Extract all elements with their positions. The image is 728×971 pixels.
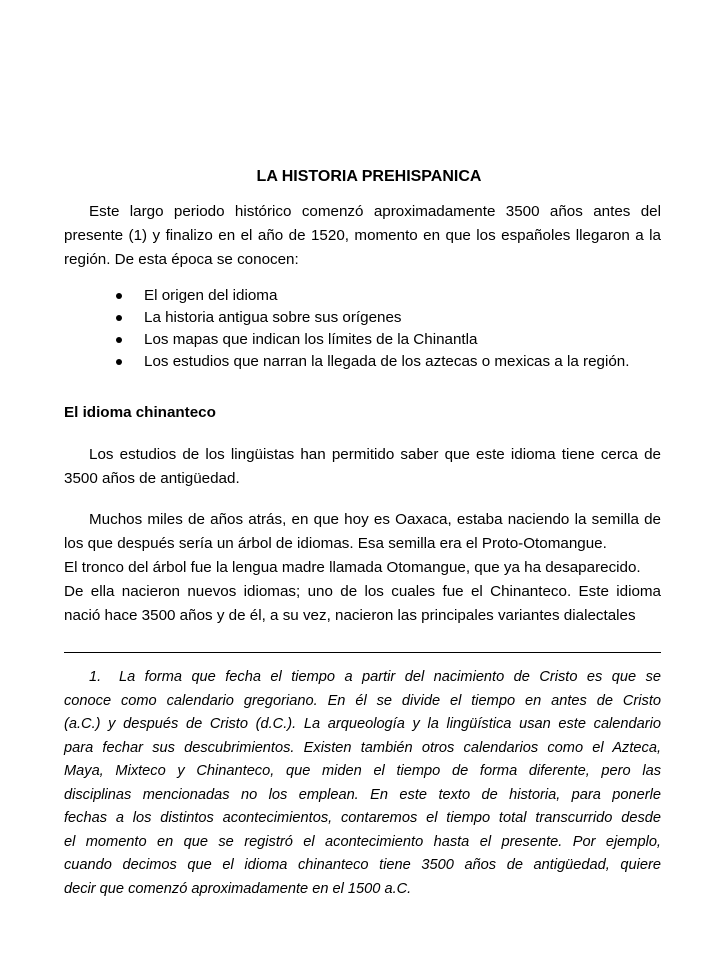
bullet-icon bbox=[116, 359, 122, 365]
footnote bbox=[64, 666, 661, 901]
page-title: LA HISTORIA PREHISPANICA bbox=[256, 168, 482, 185]
bullet-list bbox=[112, 285, 629, 373]
footnote-divider bbox=[64, 652, 661, 653]
bullet-icon bbox=[116, 315, 122, 321]
section-heading: El idioma chinanteco bbox=[64, 404, 216, 421]
paragraph-line: El tronco del árbol fue la lengua madre llamada Otomangue, que ya ha desaparecido. bbox=[64, 559, 641, 576]
bullet-item: La historia antigua sobre sus orígenes bbox=[112, 307, 629, 329]
paragraph-lingüistas bbox=[64, 443, 661, 491]
bullet-item: Los mapas que indican los límites de la Chinantla bbox=[112, 329, 629, 351]
bullet-icon bbox=[116, 337, 122, 343]
bullet-item: Los estudios que narran la llegada de los aztecas o mexicas a la región. bbox=[112, 351, 629, 373]
paragraph-line: 3500 años de antigüedad. bbox=[64, 470, 240, 487]
bullet-item: El origen del idioma bbox=[112, 285, 629, 307]
footnote-number: 1. bbox=[89, 669, 102, 685]
bullet-icon bbox=[116, 293, 122, 299]
footnote-line: disciplinas mencionadas no los emplean. En este texto de historia, para ponerle bbox=[64, 786, 661, 803]
intro-paragraph bbox=[64, 200, 661, 272]
paragraph-line: De ella nacieron nuevos idiomas; uno de los cuales fue el Chinanteco. Este idioma bbox=[64, 583, 661, 600]
intro-line: región. De esta época se conocen: bbox=[64, 251, 299, 268]
paragraph-line: nació hace 3500 años y de él, a su vez, nacieron las principales variantes dialectales bbox=[64, 607, 636, 624]
footnote-line: fechas a los distintos acontecimientos, contaremos el tiempo total transcurrido desde bbox=[64, 810, 661, 826]
footnote-line: decir que comenzó aproximadamente en el 1500 a.C. bbox=[64, 880, 412, 897]
footnote-line: 1. La forma que fecha el tiempo a partir del nacimiento de Cristo es que se bbox=[64, 666, 661, 690]
intro-line: presente (1) y finalizo en el año de 1520, momento en que los españoles llegaron a la bbox=[64, 227, 661, 244]
footnote-line: el momento en que se registró el acontecimiento hasta el presente. Por ejemplo, bbox=[64, 833, 661, 850]
paragraph-line: los que después sería un árbol de idiomas. Esa semilla era el Proto-Otomangue. bbox=[64, 535, 607, 552]
footnote-line: (a.C.) y después de Cristo (d.C.). La arqueología y la lingüística usan este calendario bbox=[64, 716, 661, 732]
footnote-line: para fechar sus descubrimientos. Existen también otros calendarios como el Azteca, bbox=[64, 739, 661, 756]
footnote-line: conoce como calendario gregoriano. En él se divide el tiempo en antes de Cristo bbox=[64, 692, 661, 709]
paragraph-line: Los estudios de los lingüistas han permitido saber que este idioma tiene cerca de bbox=[89, 446, 661, 463]
footnote-line: Maya, Mixteco y Chinanteco, que miden el tiempo de forma diferente, pero las bbox=[64, 763, 661, 779]
paragraph-idiomas bbox=[64, 508, 661, 628]
footnote-line: cuando decimos que el idioma chinanteco tiene 3500 años de antigüedad, quiere bbox=[64, 857, 661, 873]
intro-line: Este largo periodo histórico comenzó aproximadamente 3500 años antes del bbox=[89, 203, 661, 220]
paragraph-line: Muchos miles de años atrás, en que hoy es Oaxaca, estaba naciendo la semilla de bbox=[89, 511, 661, 528]
